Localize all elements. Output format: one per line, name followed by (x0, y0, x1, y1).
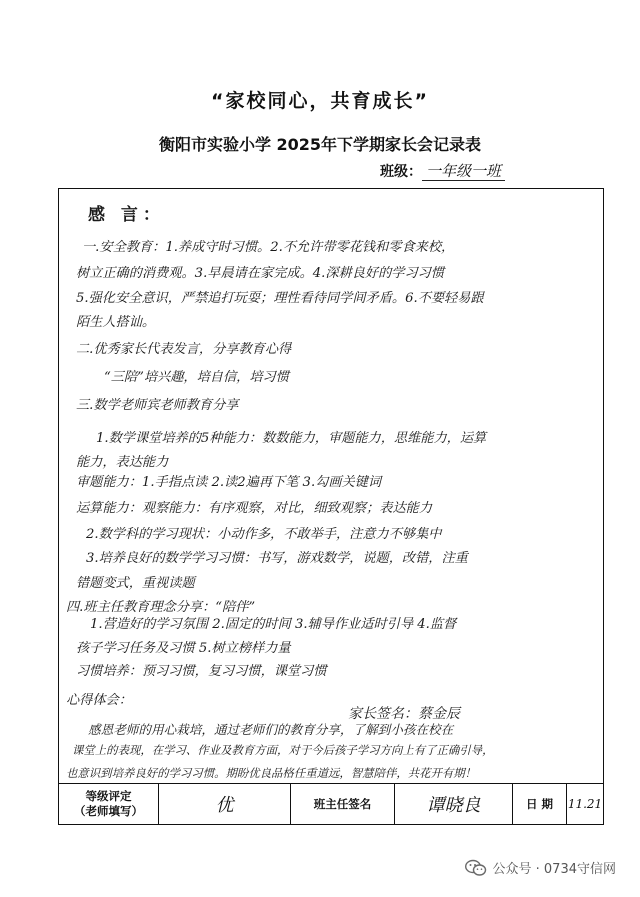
teacher-sign-label: 班主任签名 (313, 796, 372, 811)
teacher-signature: 谭晓良 (426, 795, 481, 816)
date-label: 日 期 (525, 796, 553, 811)
note-line: 审题能力：1.手指点读 2.读2遍再下笔 3.勾画关键词 (76, 475, 382, 490)
teacher-sign-value-cell (395, 784, 513, 824)
note-line: 3.培养良好的数学学习习惯：书写，游戏数学，说题，改错，注重 (86, 551, 468, 566)
note-line: 习惯培养：预习习惯，复习习惯，课堂习惯 (76, 664, 327, 679)
form-title: 衡阳市实验小学 2025年下学期家长会记录表 (158, 135, 482, 154)
watermark (465, 858, 616, 877)
section-heading: 二.优秀家长代表发言，分享教育心得 (76, 342, 292, 357)
rating-value-cell (159, 784, 291, 824)
note-line: 陌生人搭讪。 (76, 315, 156, 330)
evaluation-row (58, 783, 604, 825)
reflection-heading: 心得体会： (66, 693, 132, 708)
note-line: 课堂上的表现，在学习、作业及教育方面，对于今后孩子学习方向上有了正确引导， (72, 743, 494, 757)
date-label-cell (513, 784, 567, 824)
rating-label-cell (59, 784, 159, 824)
note-line: 树立正确的消费观。3.早晨请在家完成。4.深耕良好的学习习惯 (76, 266, 445, 281)
remarks-heading: 感 言： (88, 205, 165, 225)
watermark-text: 公众号 · 0734守信网 (492, 862, 616, 877)
class-value: 一年级一班 (422, 162, 505, 181)
parent-signature: 家长签名：蔡金辰 (348, 706, 460, 722)
section-heading: 四.班主任教育理念分享：“陪伴” (66, 600, 256, 615)
note-line: 错题变式，重视读题 (76, 576, 195, 591)
note-line: 运算能力：观察能力：有序观察，对比，细致观察；表达能力 (76, 501, 433, 516)
note-line: “三陪”培兴趣，培自信，培习惯 (104, 370, 289, 385)
note-line: 1.数学课堂培养的5种能力：数数能力，审题能力，思维能力，运算 (96, 431, 487, 446)
date-value-cell (567, 784, 603, 824)
wechat-icon (465, 859, 487, 877)
slogan: “家校同心，共育成长” (211, 90, 429, 112)
class-label: 班级： (380, 164, 422, 180)
note-line: 1.营造好的学习氛围 2.固定的时间 3.辅导作业适时引导 4.监督 (90, 617, 457, 632)
rating-sublabel: （老师填写） (74, 804, 143, 818)
rating-value: 优 (215, 795, 234, 816)
note-line: 2.数学科的学习现状：小动作多，不敢举手，注意力不够集中 (86, 527, 442, 542)
note-line: 5.强化安全意识，严禁追打玩耍；理性看待同学间矛盾。6.不要轻易跟 (76, 291, 484, 306)
date-value: 11.21 (567, 797, 603, 811)
note-line: 也意识到培养良好的学习习惯。期盼优良品格任重道远，智慧陪伴，共花开有期！ (66, 766, 477, 780)
note-line: 孩子学习任务及习惯 5.树立榜样力量 (76, 641, 291, 656)
rating-label: 等级评定 (85, 789, 132, 803)
class-field (380, 160, 505, 181)
teacher-sign-label-cell (291, 784, 395, 824)
note-line: 一.安全教育：1.养成守时习惯。2.不允许带零花钱和零食来校， (82, 240, 455, 255)
note-line: 能力，表达能力 (76, 455, 169, 470)
note-line: 感恩老师的用心栽培，通过老师们的教育分享，了解到小孩在校在 (88, 722, 454, 737)
section-heading: 三.数学老师宾老师教育分享 (76, 398, 239, 413)
